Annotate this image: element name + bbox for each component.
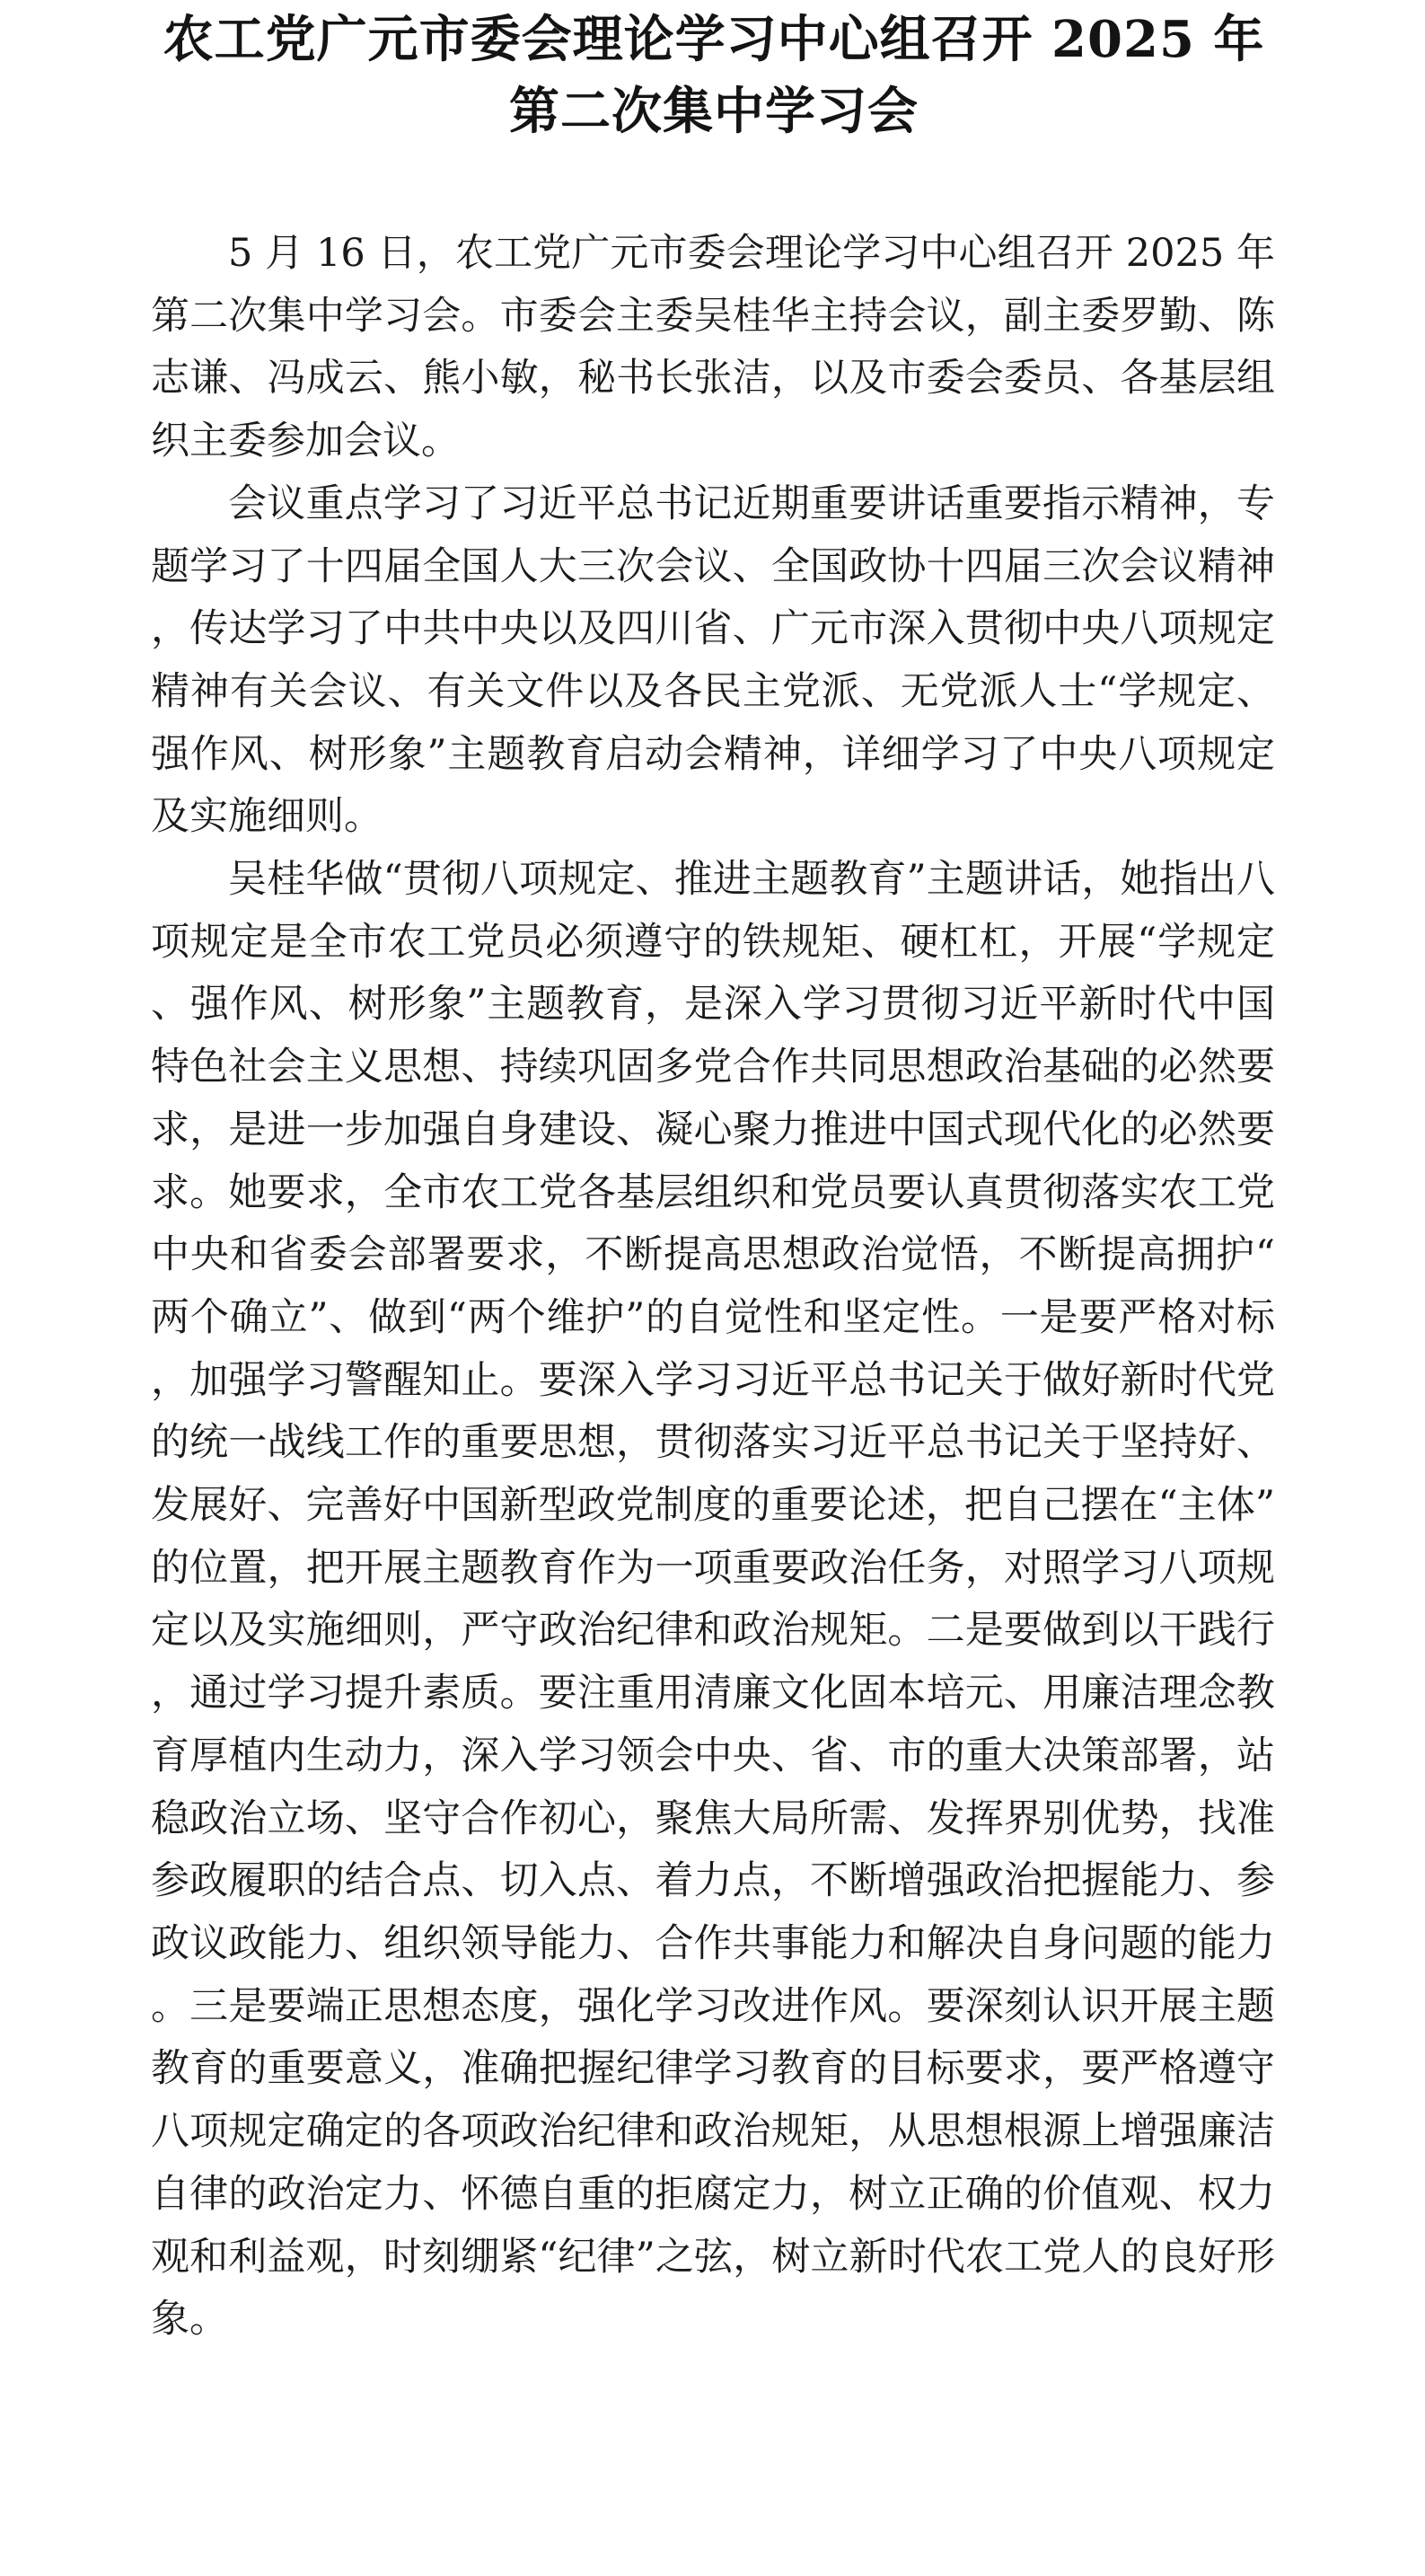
paragraph-study-content: 会议重点学习了习近平总书记近期重要讲话重要指示精神，专题学习了十四届全国人大三次会议、全国政协十四届三次会议精神，传达学习了中共中央以及四川省、广元市深入贯彻中央八项规定精神有关会议、有关文件以及各民主党派、无党派人士“学规定、强作风、树形象”主题教育启动会精神，详细学习了中央八项规定及实施细则。 [151,481,1275,840]
paragraph-speech: 吴桂华做“贯彻八项规定、推进主题教育”主题讲话，她指出八项规定是全市农工党员必须遵守的铁规矩、硬杠杠，开展“学规定、强作风、树形象”主题教育，是深入学习贯彻习近平新时代中国特色社会主义思想、持续巩固多党合作共同思想政治基础的必然要求，是进一步加强自身建设、凝心聚力推进中国式现代化的必然要求。她要求，全市农工党各基层组织和党员要认真贯彻落实农工党中央和省委会部署要求，不断提高思想政治觉悟，不断提高拥护“两个确立”、做到“两个维护”的自觉性和坚定性。一是要严格对标，加强学习警醒知止。要深入学习习近平总书记关于做好新时代党的统一战线工作的重要思想，贯彻落实习近平总书记关于坚持好、发展好、完善好中国新型政党制度的重要论述，把自己摆在“主体”的位置，把开展主题教育作为一项重要政治任务，对照学习八项规定以及实施细则，严守政治纪律和政治规矩。二是要做到以干践行，通过学习提升素质。要注重用清廉文化固本培元、用廉洁理念教育厚植内生动力，深入学习领会中央、省、市的重大决策部署，站稳政治立场、坚守合作初心，聚焦大局所需、发挥界别优势，找准参政履职的结合点、切入点、着力点，不断增强政治把握能力、参政议政能力、组织领导能力、合作共事能力和解决自身问题的能力。三是要端正思想态度，强化学习改进作风。要深刻认识开展主题教育的重要意义，准确把握纪律学习教育的目标要求，要严格遵守八项规定确定的各项政治纪律和政治规矩，从思想根源上增强廉洁自律的政治定力、怀德自重的拒腐定力，树立正确的价值观、权力观和利益观，时刻绷紧“纪律”之弦，树立新时代农工党人的良好形象。 [151,857,1275,2342]
title-line-1: 农工党广元市委会理论学习中心组召开 2025 年 [163,10,1265,69]
article-title [135,4,1293,147]
title-line-2: 第二次集中学习会 [509,82,919,141]
paragraph-meeting-intro: 5 月 16 日，农工党广元市委会理论学习中心组召开 2025 年第二次集中学习会。市委会主委吴桂华主持会议，副主委罗勤、陈志谦、冯成云、熊小敏，秘书长张洁，以及市委会委员、各基层组织主委参加会议。 [151,231,1275,464]
article-body [151,223,1275,2351]
